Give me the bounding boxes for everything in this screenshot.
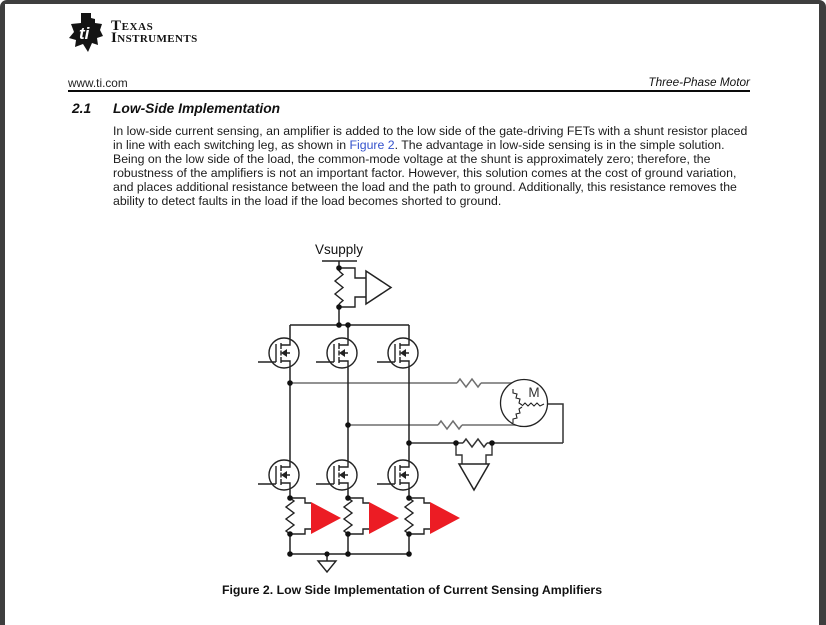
motor <box>501 380 548 427</box>
figure-2-link[interactable]: Figure 2 <box>349 137 395 152</box>
body-paragraph <box>113 125 753 208</box>
ti-bug-icon <box>68 13 104 53</box>
ti-logo <box>68 13 198 53</box>
phase-c-sense-amp <box>456 443 492 490</box>
section-number: 2.1 <box>72 101 92 116</box>
shunt-resistor-c <box>405 498 413 534</box>
ground-symbol <box>318 554 336 572</box>
motor-label: M <box>528 385 540 400</box>
supply-shunt-resistor <box>335 271 343 304</box>
phase-wire-b <box>348 421 517 429</box>
ti-logo-line2: Instruments <box>111 30 198 46</box>
mosfet-high-a <box>258 338 299 368</box>
ti-logo-line1: Texas <box>111 18 154 34</box>
figure-caption: Figure 2. Low Side Implementation of Current Sensing Amplifiers <box>221 583 603 597</box>
mosfet-low-a <box>258 460 299 490</box>
paragraph-text-after: . The advantage in low-side sensing is in the simple solution. Being on the low side of the load, the common-mode voltage at the shunt is approximately zero; therefore, the robustness of the amplifiers is not an important factor. However, this solution comes at the cost of ground variation, and places additional resistance between the load and the path to ground. Additionally, this resistance removes the ability to detect faults in the load if the load becomes shorted to ground. <box>113 137 737 208</box>
mosfet-low-c <box>377 460 418 490</box>
section-heading: Low-Side Implementation <box>113 101 281 116</box>
phase-shunt-resistor-c <box>463 439 487 447</box>
paragraph-text-before: In low-side current sensing, an amplifier is added to the low side of the gate-driving FETs with a shunt resistor placed in line with each switching leg, as shown in <box>113 124 748 152</box>
mosfet-low-b <box>316 460 357 490</box>
mosfet-high-b <box>316 338 357 368</box>
vsupply-label: Vsupply <box>314 242 364 257</box>
current-sense-amp-b <box>348 498 399 534</box>
shunt-resistor-b <box>344 498 352 534</box>
ti-bug-text: ti <box>79 24 90 43</box>
supply-sense-amp <box>339 268 391 307</box>
document-title: Three-Phase Motor <box>648 75 750 89</box>
mosfet-high-c <box>377 338 418 368</box>
phase-resistor-b <box>438 421 462 429</box>
figure-2-schematic <box>225 234 670 582</box>
shunt-resistor-a <box>286 498 294 534</box>
current-sense-amp-a <box>290 498 341 534</box>
header-rule <box>68 90 750 92</box>
ti-logo-text <box>111 20 198 44</box>
phase-resistor-a <box>457 379 481 387</box>
www-ti-com-link[interactable]: www.ti.com <box>68 76 128 90</box>
phase-wire-a <box>290 379 513 387</box>
current-sense-amp-c <box>409 498 460 534</box>
